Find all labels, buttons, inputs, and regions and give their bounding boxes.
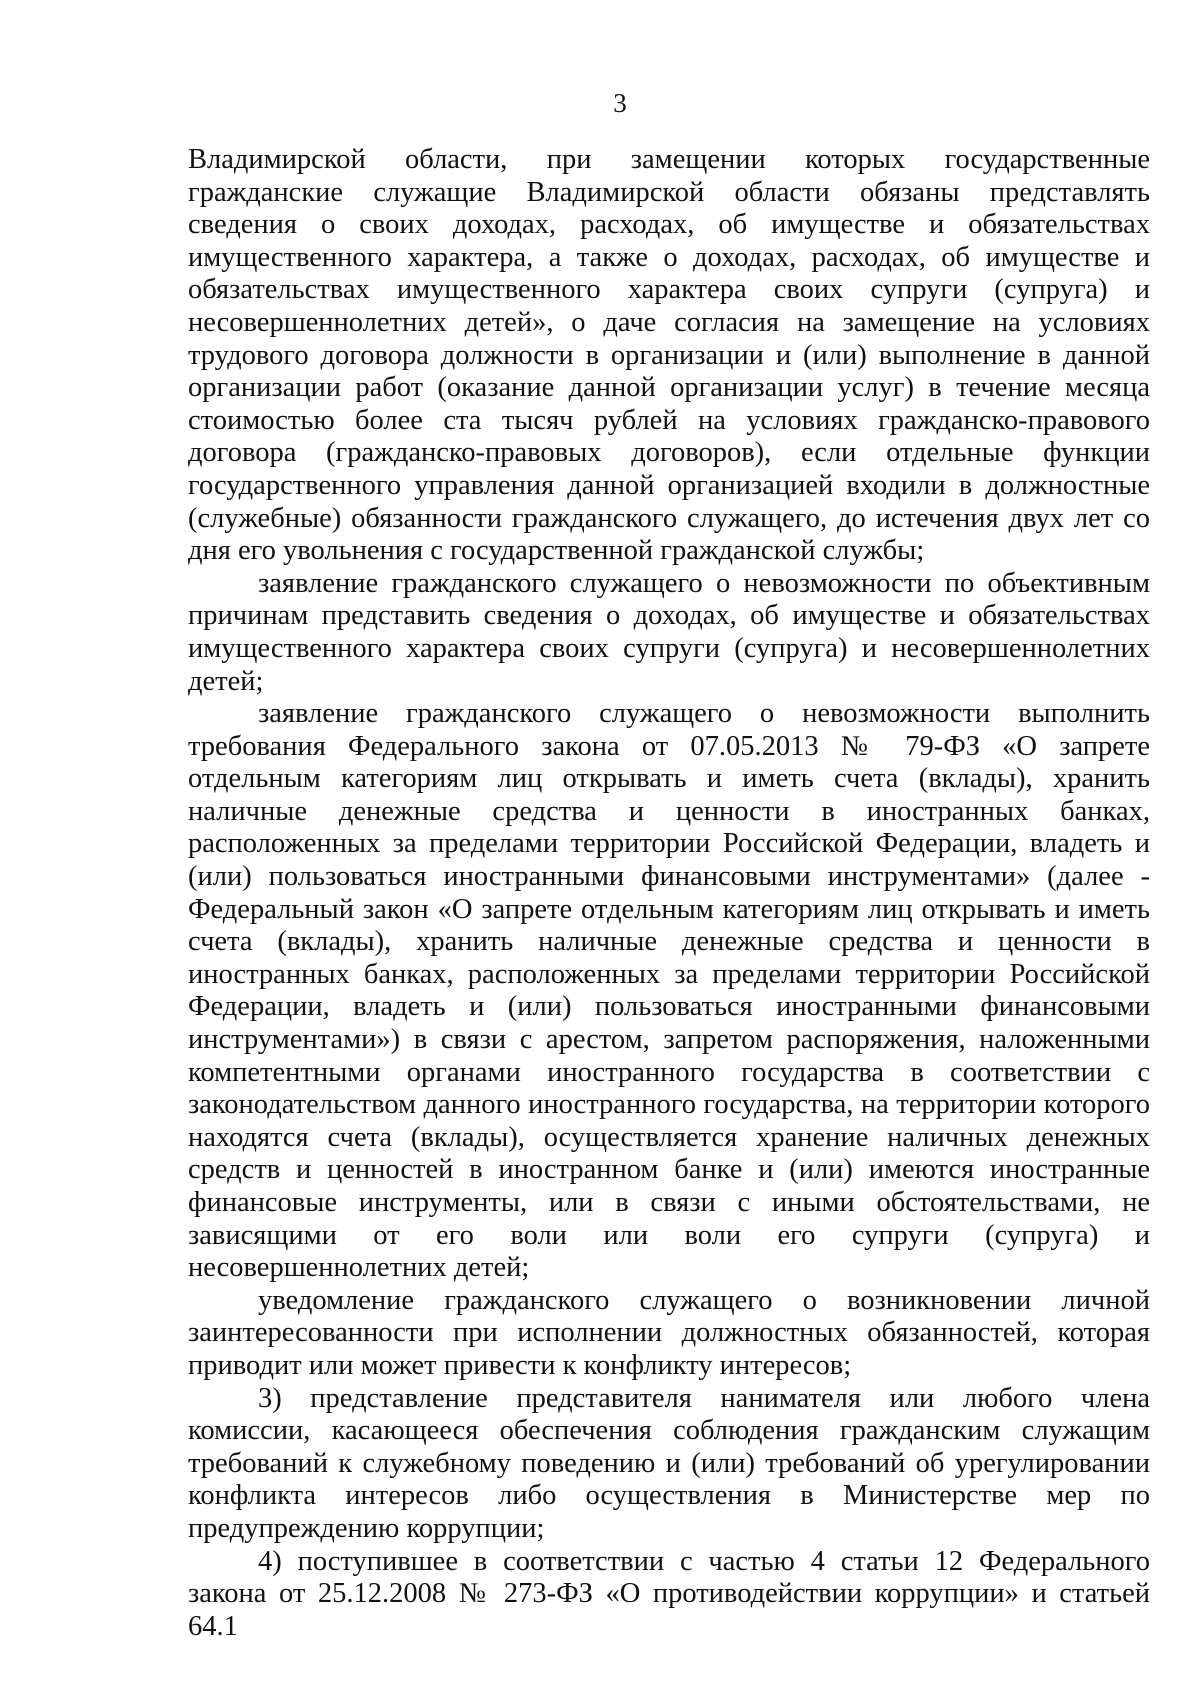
- paragraph-statement-79fz: заявление гражданского служащего о невозможности выполнить требования Федерального закона от 07.05.2013 № 79-ФЗ «О запрете отдельным категориям лиц открывать и иметь счета (вклады), хранить наличные денежные средства и ценности в иностранных банках, расположенных за пределами территории Российской Федерации, владеть и (или) пользоваться иностранными финансовыми инструментами» (далее - Федеральный закон «О запрете отдельным категориям лиц открывать и иметь счета (вклады), хранить наличные денежные средства и ценности в иностранных банках, расположенных за пределами территории Российской Федерации, владеть и (или) пользоваться иностранными финансовыми инструментами») в связи с арестом, запретом распоряжения, наложенными компетентными органами иностранного государства в соответствии с законодательством данного иностранного государства, на территории которого находятся счета (вклады), осуществляется хранение наличных денежных средств и ценностей в иностранном банке и (или) имеются иностранные финансовые инструменты, или в связи с иными обстоятельствами, не зависящими от его воли или воли его супруги (супруга) и несовершеннолетних детей;: [188, 698, 1150, 1284]
- page-number: 3: [613, 88, 627, 118]
- paragraph-item-4: 4) поступившее в соответствии с частью 4 статьи 12 Федерального закона от 25.12.2008 № 273-ФЗ «О противодействии коррупции» и статьей 64.1: [188, 1545, 1150, 1642]
- paragraph-continuation: Владимирской области, при замещении которых государственные гражданские служащие Владимирской области обязаны представлять сведения о своих доходах, расходах, об имуществе и обязательствах имущественного характера, а также о доходах, расходах, об имуществе и обязательствах имущественного характера своих супруги (супруга) и несовершеннолетних детей», о даче согласия на замещение на условиях трудового договора должности в организации и (или) выполнение в данной организации работ (оказание данной организации услуг) в течение месяца стоимостью более ста тысяч рублей на условиях гражданско-правового договора (гражданско-правовых договоров), если отдельные функции государственного управления данной организацией входили в должностные (служебные) обязанности гражданского служащего, до истечения двух лет со дня его увольнения с государственной гражданской службы;: [188, 144, 1150, 567]
- paragraph-item-3: 3) представление представителя нанимателя или любого члена комиссии, касающееся обеспечения соблюдения гражданским служащим требований к служебному поведению и (или) требований об урегулировании конфликта интересов либо осуществления в Министерстве мер по предупреждению коррупции;: [188, 1382, 1150, 1544]
- document-body: [188, 144, 1150, 1643]
- paragraph-notification-conflict: уведомление гражданского служащего о возникновении личной заинтересованности при исполнении должностных обязанностей, которая приводит или может привести к конфликту интересов;: [188, 1284, 1150, 1381]
- paragraph-statement-no-info: заявление гражданского служащего о невозможности по объективным причинам представить сведения о доходах, об имуществе и обязательствах имущественного характера своих супруги (супруга) и несовершеннолетних детей;: [188, 567, 1150, 697]
